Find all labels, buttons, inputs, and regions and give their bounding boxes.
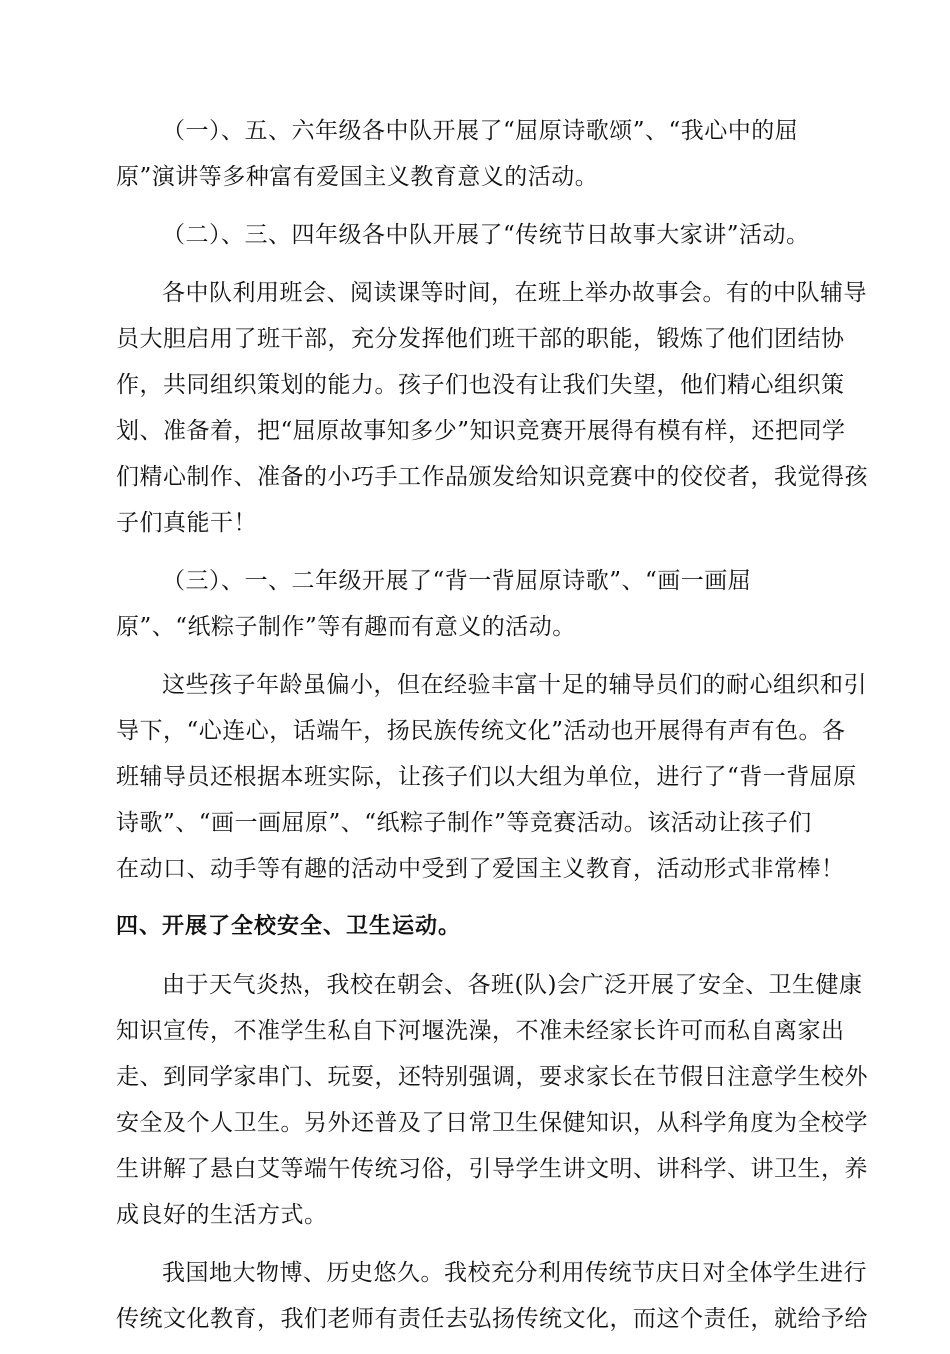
text-line: （一）、五、六年级各中队开展了“屈原诗歌颂”、“我心中的屈	[162, 118, 799, 144]
text-line: 知识宣传，不准学生私自下河堰洗澡，不准未经家长许可而私自离家出	[116, 1018, 845, 1044]
text-line: （三）、一、二年级开展了“背一背屈原诗歌”、“画一画屈	[162, 568, 752, 594]
paragraph-story-meeting	[116, 270, 868, 546]
text-line: 由于天气炎热，我校在朝会、各班(队)会广泛开展了安全、卫生健康	[162, 972, 863, 998]
section-heading: 四、开展了全校安全、卫生运动。	[116, 914, 462, 939]
paragraph-safety-hygiene	[116, 962, 868, 1238]
text-line: 导下，“心连心，话端午，扬民族传统文化”活动也开展得有声有色。各	[116, 718, 846, 744]
text-line: 成良好的生活方式。	[116, 1202, 328, 1228]
document-body	[116, 108, 868, 1354]
text-line: 走、到同学家串门、玩耍，还特别强调，要求家长在节假日注意学生校外	[116, 1064, 868, 1090]
text-line: 安全及个人卫生。另外还普及了日常卫生保健知识，从科学角度为全校学	[116, 1110, 868, 1136]
text-line: 子们真能干！	[116, 510, 257, 536]
text-line: （二）、三、四年级各中队开展了“传统节日故事大家讲”活动。	[162, 222, 810, 248]
text-line: 在动口、动手等有趣的活动中受到了爱国主义教育，活动形式非常棒！	[116, 856, 845, 882]
text-line: 们精心制作、准备的小巧手工作品颁发给知识竞赛中的佼佼者，我觉得孩	[116, 464, 868, 490]
paragraph-grade-3-4	[116, 212, 834, 258]
text-line: 作，共同组织策划的能力。孩子们也没有让我们失望，他们精心组织策	[116, 372, 845, 398]
text-line: 原”、“纸粽子制作”等有趣而有意义的活动。	[116, 614, 576, 640]
text-line: 各中队利用班会、阅读课等时间，在班上举办故事会。有的中队辅导	[162, 280, 867, 306]
text-line: 划、准备着，把“屈原故事知多少”知识竞赛开展得有模有样，还把同学	[116, 418, 846, 444]
text-line: 生讲解了悬白艾等端午传统习俗，引导学生讲文明、讲科学、讲卫生，养	[116, 1156, 868, 1182]
paragraph-young-children	[116, 662, 867, 892]
text-line: 原”演讲等多种富有爱国主义教育意义的活动。	[116, 164, 599, 190]
text-line: 员大胆启用了班干部，充分发挥他们班干部的职能，锻炼了他们团结协	[116, 326, 845, 352]
text-line: 诗歌”、“画一画屈原”、“纸粽子制作”等竞赛活动。该活动让孩子们	[116, 810, 812, 836]
text-line: 传统文化教育，我们老师有责任去弘扬传统文化，而这个责任，就给予给	[116, 1306, 868, 1332]
text-line: 我国地大物博、历史悠久。我校充分利用传统节庆日对全体学生进行	[162, 1260, 867, 1286]
paragraph-grade-5-6	[116, 108, 834, 200]
text-line: 班辅导员还根据本班实际，让孩子们以大组为单位，进行了“背一背屈原	[116, 764, 857, 790]
paragraph-traditional-culture	[116, 1250, 868, 1342]
text-line: 这些孩子年龄虽偏小，但在经验丰富十足的辅导员们的耐心组织和引	[162, 672, 867, 698]
paragraph-grade-1-2	[116, 558, 834, 650]
